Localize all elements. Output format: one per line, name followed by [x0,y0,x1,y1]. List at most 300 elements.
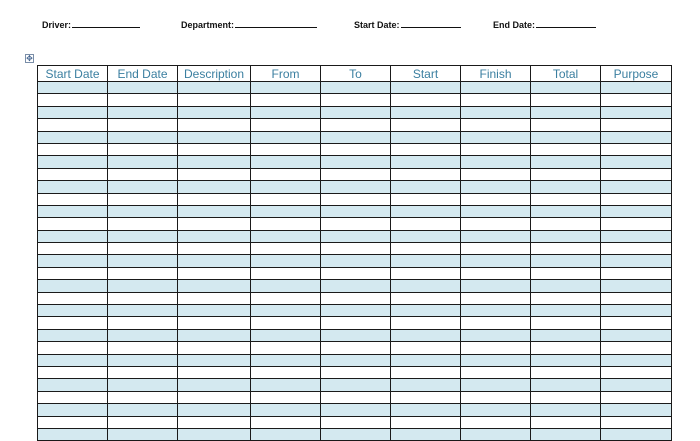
table-cell[interactable] [321,354,391,366]
table-cell[interactable] [38,156,108,168]
table-cell[interactable] [38,292,108,304]
table-cell[interactable] [38,119,108,131]
table-cell[interactable] [321,255,391,267]
table-cell[interactable] [531,391,601,403]
table-cell[interactable] [38,428,108,440]
table-cell[interactable] [108,143,178,155]
table-cell[interactable] [178,366,251,378]
table-cell[interactable] [108,292,178,304]
table-cell[interactable] [108,218,178,230]
table-cell[interactable] [461,168,531,180]
table-cell[interactable] [321,131,391,143]
table-cell[interactable] [601,94,672,106]
table-row [38,329,672,341]
table-cell[interactable] [251,193,321,205]
table-cell[interactable] [178,292,251,304]
table-cell[interactable] [178,317,251,329]
table-cell[interactable] [178,305,251,317]
table-cell[interactable] [461,131,531,143]
table-cell[interactable] [38,342,108,354]
table-cell[interactable] [531,379,601,391]
mileage-log-table [37,65,672,441]
table-cell[interactable] [108,193,178,205]
end-date-blank-line[interactable] [536,18,596,28]
table-cell[interactable] [108,131,178,143]
table-cell[interactable] [391,218,461,230]
table-cell[interactable] [178,193,251,205]
table-cell[interactable] [321,193,391,205]
table-cell[interactable] [601,428,672,440]
table-cell[interactable] [531,428,601,440]
table-cell[interactable] [531,280,601,292]
table-cell[interactable] [178,416,251,428]
table-cell[interactable] [391,106,461,118]
table-cell[interactable] [601,181,672,193]
table-cell[interactable] [531,156,601,168]
table-cell[interactable] [251,205,321,217]
table-cell[interactable] [461,305,531,317]
table-cell[interactable] [178,391,251,403]
table-cell[interactable] [251,94,321,106]
table-cell[interactable] [108,181,178,193]
table-cell[interactable] [321,280,391,292]
table-cell[interactable] [601,168,672,180]
table-cell[interactable] [601,230,672,242]
table-cell[interactable] [461,379,531,391]
table-cell[interactable] [108,416,178,428]
table-cell[interactable] [108,354,178,366]
table-cell[interactable] [108,205,178,217]
table-cell[interactable] [108,267,178,279]
table-cell[interactable] [321,143,391,155]
table-cell[interactable] [251,404,321,416]
table-cell[interactable] [531,366,601,378]
table-cell[interactable] [251,391,321,403]
log-header-fields [0,18,700,32]
table-row [38,428,672,440]
table-cell[interactable] [601,131,672,143]
table-cell[interactable] [391,119,461,131]
table-cell[interactable] [391,243,461,255]
table-cell[interactable] [251,168,321,180]
table-cell[interactable] [391,379,461,391]
table-cell[interactable] [108,404,178,416]
table-row [38,131,672,143]
table-cell[interactable] [108,243,178,255]
table-cell[interactable] [461,366,531,378]
table-cell[interactable] [391,156,461,168]
table-cell[interactable] [38,193,108,205]
table-cell[interactable] [38,218,108,230]
table-cell[interactable] [251,416,321,428]
table-cell[interactable] [178,243,251,255]
table-cell[interactable] [321,156,391,168]
table-cell[interactable] [38,416,108,428]
table-cell[interactable] [601,243,672,255]
table-cell[interactable] [461,292,531,304]
start-date-label: Start Date: [354,20,400,30]
table-cell[interactable] [601,82,672,94]
table-cell[interactable] [38,329,108,341]
table-cell[interactable] [391,404,461,416]
table-cell[interactable] [601,292,672,304]
table-row [38,267,672,279]
column-header-total: Total [531,66,601,82]
table-cell[interactable] [251,255,321,267]
table-cell[interactable] [321,379,391,391]
table-cell[interactable] [108,428,178,440]
table-cell[interactable] [178,230,251,242]
table-cell[interactable] [391,354,461,366]
table-cell[interactable] [321,119,391,131]
table-cell[interactable] [391,317,461,329]
table-cell[interactable] [601,391,672,403]
table-cell[interactable] [461,243,531,255]
table-cell[interactable] [251,305,321,317]
table-cell[interactable] [108,255,178,267]
table-cell[interactable] [461,94,531,106]
table-row [38,404,672,416]
table-cell[interactable] [321,416,391,428]
table-cell[interactable] [178,168,251,180]
table-cell[interactable] [531,404,601,416]
table-cell[interactable] [461,193,531,205]
table-cell[interactable] [321,106,391,118]
table-cell[interactable] [461,205,531,217]
table-cell[interactable] [321,230,391,242]
table-cell[interactable] [38,82,108,94]
table-cell[interactable] [178,156,251,168]
table-cell[interactable] [601,156,672,168]
table-cell[interactable] [391,391,461,403]
table-cell[interactable] [108,230,178,242]
table-cell[interactable] [531,305,601,317]
table-cell[interactable] [601,329,672,341]
table-cell[interactable] [391,131,461,143]
start-date-field[interactable] [354,18,461,30]
start-date-blank-line[interactable] [401,18,461,28]
table-cell[interactable] [251,366,321,378]
table-cell[interactable] [251,342,321,354]
column-header-to: To [321,66,391,82]
table-cell[interactable] [38,131,108,143]
table-cell[interactable] [251,106,321,118]
table-cell[interactable] [38,94,108,106]
table-row [38,94,672,106]
table-cell[interactable] [251,82,321,94]
table-cell[interactable] [601,379,672,391]
table-cell[interactable] [178,428,251,440]
table-cell[interactable] [531,342,601,354]
table-cell[interactable] [391,342,461,354]
table-cell[interactable] [178,131,251,143]
table-cell[interactable] [178,143,251,155]
table-cell[interactable] [108,106,178,118]
table-cell[interactable] [531,94,601,106]
table-cell[interactable] [461,106,531,118]
end-date-label: End Date: [493,20,536,30]
table-cell[interactable] [461,329,531,341]
table-header-row [38,66,672,82]
table-cell[interactable] [38,205,108,217]
table-row [38,243,672,255]
table-row [38,416,672,428]
table-cell[interactable] [178,181,251,193]
table-cell[interactable] [178,267,251,279]
table-cell[interactable] [251,354,321,366]
table-cell[interactable] [38,366,108,378]
table-cell[interactable] [178,404,251,416]
table-move-handle-icon[interactable]: ✥ [26,54,33,63]
table-cell[interactable] [461,416,531,428]
table-cell[interactable] [251,230,321,242]
table-cell[interactable] [38,379,108,391]
table-cell[interactable] [321,404,391,416]
table-cell[interactable] [531,205,601,217]
table-cell[interactable] [321,82,391,94]
table-cell[interactable] [601,342,672,354]
table-cell[interactable] [108,342,178,354]
table-cell[interactable] [461,119,531,131]
table-cell[interactable] [321,317,391,329]
table-row [38,317,672,329]
table-cell[interactable] [391,230,461,242]
table-cell[interactable] [531,255,601,267]
table-cell[interactable] [601,305,672,317]
table-cell[interactable] [38,280,108,292]
table-cell[interactable] [601,354,672,366]
table-cell[interactable] [178,94,251,106]
table-row [38,391,672,403]
table-cell[interactable] [391,181,461,193]
table-cell[interactable] [391,428,461,440]
table-cell[interactable] [178,82,251,94]
table-cell[interactable] [38,354,108,366]
table-cell[interactable] [531,106,601,118]
table-cell[interactable] [108,391,178,403]
table-cell[interactable] [321,391,391,403]
table-cell[interactable] [601,143,672,155]
table-cell[interactable] [108,280,178,292]
table-cell[interactable] [38,404,108,416]
table-cell[interactable] [601,267,672,279]
table-cell[interactable] [108,317,178,329]
table-cell[interactable] [321,243,391,255]
table-cell[interactable] [108,156,178,168]
table-cell[interactable] [251,119,321,131]
table-row [38,379,672,391]
table-cell[interactable] [461,230,531,242]
table-cell[interactable] [531,267,601,279]
table-cell[interactable] [321,168,391,180]
table-cell[interactable] [391,168,461,180]
table-cell[interactable] [531,292,601,304]
table-cell[interactable] [178,379,251,391]
table-cell[interactable] [38,106,108,118]
table-cell[interactable] [321,342,391,354]
table-row [38,366,672,378]
table-cell[interactable] [461,342,531,354]
table-cell[interactable] [178,119,251,131]
table-cell[interactable] [531,168,601,180]
table-cell[interactable] [461,354,531,366]
table-cell[interactable] [461,428,531,440]
table-cell[interactable] [461,317,531,329]
table-cell[interactable] [38,255,108,267]
table-cell[interactable] [38,168,108,180]
table-cell[interactable] [531,354,601,366]
table-cell[interactable] [38,391,108,403]
table-cell[interactable] [531,82,601,94]
table-cell[interactable] [461,143,531,155]
table-cell[interactable] [108,119,178,131]
table-cell[interactable] [321,366,391,378]
table-cell[interactable] [531,243,601,255]
table-cell[interactable] [321,94,391,106]
table-cell[interactable] [38,305,108,317]
table-row [38,181,672,193]
table-cell[interactable] [178,280,251,292]
table-cell[interactable] [461,82,531,94]
table-cell[interactable] [38,243,108,255]
table-cell[interactable] [108,94,178,106]
table-row [38,193,672,205]
table-cell[interactable] [38,230,108,242]
table-cell[interactable] [601,366,672,378]
table-cell[interactable] [461,181,531,193]
table-cell[interactable] [531,230,601,242]
table-cell[interactable] [251,143,321,155]
table-cell[interactable] [321,329,391,341]
table-cell[interactable] [251,280,321,292]
table-cell[interactable] [251,292,321,304]
table-cell[interactable] [321,267,391,279]
table-cell[interactable] [251,317,321,329]
table-cell[interactable] [531,143,601,155]
table-cell[interactable] [531,181,601,193]
table-cell[interactable] [531,131,601,143]
table-cell[interactable] [601,193,672,205]
table-cell[interactable] [38,267,108,279]
table-cell[interactable] [321,181,391,193]
table-cell[interactable] [531,218,601,230]
table-cell[interactable] [601,205,672,217]
table-row [38,292,672,304]
table-cell[interactable] [531,329,601,341]
table-cell[interactable] [38,143,108,155]
table-cell[interactable] [251,181,321,193]
table-cell[interactable] [178,255,251,267]
table-cell[interactable] [321,428,391,440]
table-cell[interactable] [391,329,461,341]
table-cell[interactable] [251,218,321,230]
table-cell[interactable] [461,218,531,230]
table-cell[interactable] [178,354,251,366]
table-cell[interactable] [251,329,321,341]
table-cell[interactable] [321,218,391,230]
table-cell[interactable] [251,156,321,168]
table-cell[interactable] [601,416,672,428]
table-cell[interactable] [321,205,391,217]
table-cell[interactable] [461,255,531,267]
table-cell[interactable] [391,416,461,428]
table-cell[interactable] [321,305,391,317]
table-cell[interactable] [461,391,531,403]
end-date-field[interactable] [493,18,596,30]
table-cell[interactable] [108,82,178,94]
table-cell[interactable] [391,255,461,267]
table-cell[interactable] [461,404,531,416]
table-cell[interactable] [601,255,672,267]
table-cell[interactable] [391,280,461,292]
column-header-start: Start [391,66,461,82]
table-row [38,280,672,292]
table-cell[interactable] [601,404,672,416]
table-cell[interactable] [251,243,321,255]
table-cell[interactable] [601,119,672,131]
table-cell[interactable] [601,218,672,230]
department-field[interactable] [181,18,317,30]
table-cell[interactable] [251,267,321,279]
table-cell[interactable] [601,317,672,329]
table-cell[interactable] [251,131,321,143]
table-row [38,168,672,180]
table-cell[interactable] [178,106,251,118]
table-row [38,143,672,155]
table-cell[interactable] [108,366,178,378]
table-cell[interactable] [251,379,321,391]
table-cell[interactable] [601,106,672,118]
table-cell[interactable] [391,366,461,378]
table-cell[interactable] [38,181,108,193]
table-cell[interactable] [108,305,178,317]
table-cell[interactable] [108,329,178,341]
table-cell[interactable] [531,193,601,205]
table-cell[interactable] [391,292,461,304]
table-cell[interactable] [178,329,251,341]
table-cell[interactable] [251,428,321,440]
table-cell[interactable] [531,416,601,428]
table-cell[interactable] [108,168,178,180]
table-cell[interactable] [108,379,178,391]
table-cell[interactable] [461,156,531,168]
column-header-end-date: End Date [108,66,178,82]
table-cell[interactable] [391,267,461,279]
table-cell[interactable] [461,267,531,279]
table-cell[interactable] [321,292,391,304]
department-blank-line[interactable] [235,18,317,28]
driver-field[interactable] [42,18,140,30]
table-row [38,255,672,267]
driver-blank-line[interactable] [72,18,140,28]
table-cell[interactable] [601,280,672,292]
table-cell[interactable] [391,143,461,155]
table-cell[interactable] [38,317,108,329]
table-cell[interactable] [178,205,251,217]
table-cell[interactable] [391,193,461,205]
table-cell[interactable] [531,317,601,329]
table-cell[interactable] [531,119,601,131]
column-header-from: From [251,66,321,82]
table-cell[interactable] [391,205,461,217]
table-cell[interactable] [178,342,251,354]
table-cell[interactable] [391,82,461,94]
table-cell[interactable] [461,280,531,292]
table-row [38,230,672,242]
table-cell[interactable] [391,94,461,106]
table-cell[interactable] [178,218,251,230]
table-cell[interactable] [391,305,461,317]
